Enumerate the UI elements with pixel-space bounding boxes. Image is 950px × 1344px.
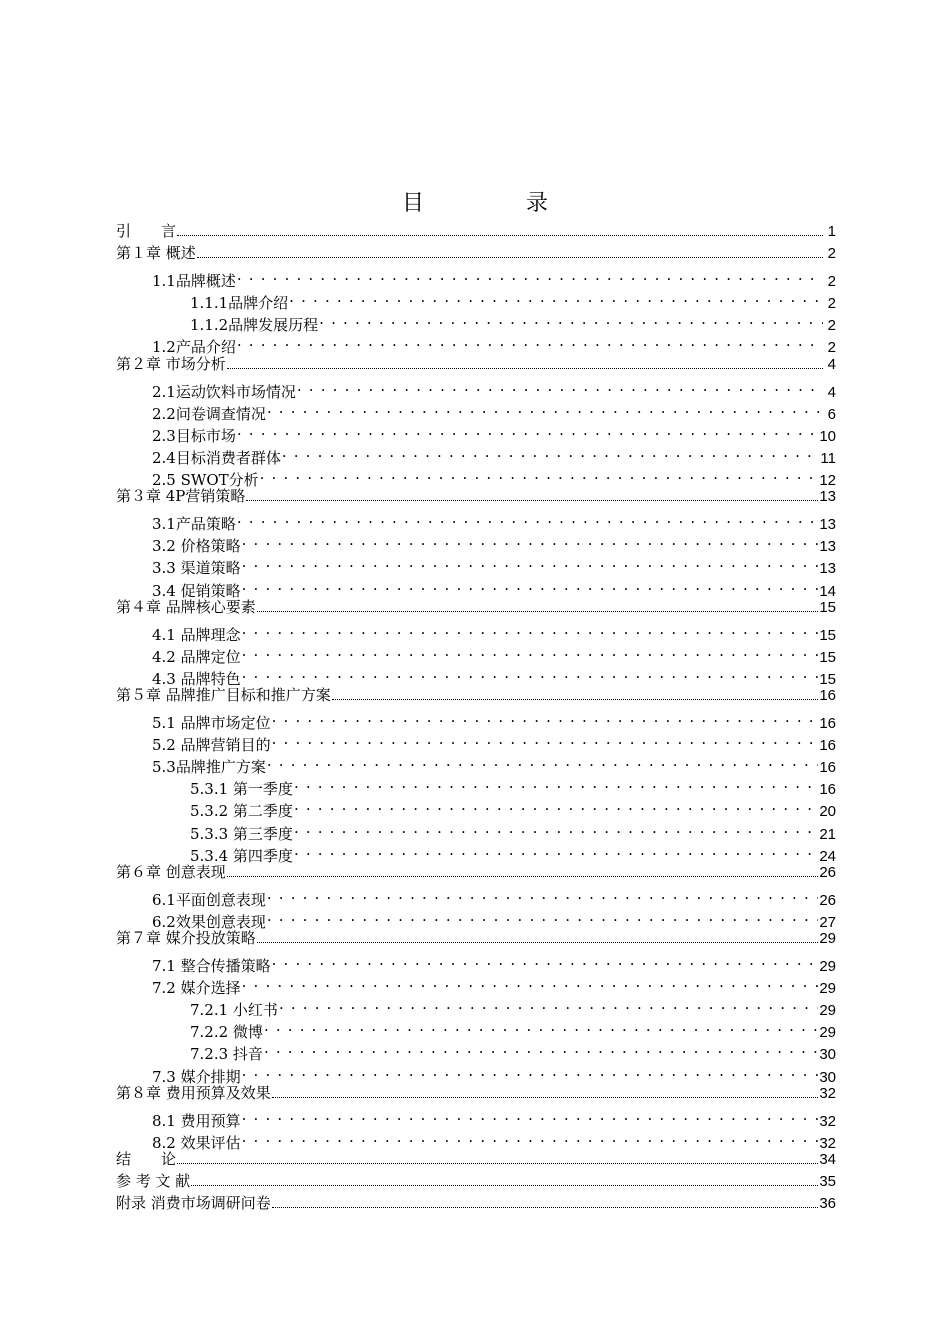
toc-entry-title: 3.2 价格策略 [152,537,241,556]
toc-page-number: 16 [819,737,836,755]
toc-dot-leader [257,942,819,943]
toc-entry[interactable] [116,927,836,949]
toc-page-number: 32 [819,1084,836,1102]
toc-entry-title: 5.3.1 第一季度 [190,780,293,799]
toc-page-number: 4 [827,383,836,401]
toc-page-number: 2 [827,273,836,291]
toc-dot-leader [332,699,819,700]
toc-page-number: 20 [819,803,836,821]
toc-entry-title: 2.4目标消费者群体 [152,448,281,467]
toc-dot-leader [246,500,818,501]
toc-dot-leader [242,1060,819,1082]
toc-page-number: 21 [819,825,836,843]
toc-entry-title: 7.2 媒介选择 [152,979,241,998]
toc-dot-leader [242,618,819,640]
toc-dot-leader [297,375,823,397]
toc-entry-title: 3.4 促销策略 [152,581,241,600]
toc-page-number: 26 [819,863,836,881]
toc-dot-leader [197,257,823,258]
toc-page-number: 29 [819,980,836,998]
toc-entry-title: 6.2效果创意表现 [152,912,266,931]
toc-entry[interactable] [116,1170,836,1192]
toc-dot-leader [242,662,819,684]
toc-page-number: 27 [819,913,836,931]
toc-dot-leader [294,817,818,839]
toc-entry-title: 第５章 品牌推广目标和推广方案 [116,685,331,704]
toc-entry-title: 1.1.2品牌发展历程 [190,316,319,335]
toc-dot-leader [260,463,819,485]
toc-page-number: 32 [819,1134,836,1152]
toc-entry-title: 2.1运动饮料市场情况 [152,382,296,401]
toc-entry-title: 2.5 SWOT分析 [152,471,259,490]
toc-page-number: 32 [819,1112,836,1130]
toc-dot-leader [237,419,818,441]
toc-entry-title: 附录 消费市场调研问卷 [116,1194,271,1213]
toc-entry-title: 1.1品牌概述 [152,272,236,291]
toc-page-number: 30 [819,1046,836,1064]
toc-entry-title: 1.2产品介绍 [152,338,236,357]
toc-page-number: 13 [819,488,836,506]
toc-entry[interactable] [116,485,836,507]
toc-dot-leader [242,1126,819,1148]
toc-entry-title: 8.2 效果评估 [152,1133,241,1152]
toc-dot-leader [294,772,818,794]
toc-dot-leader [257,611,819,612]
toc-dot-leader [242,551,819,573]
toc-page-number: 35 [819,1173,836,1191]
toc-page-number: 13 [819,560,836,578]
toc-dot-leader [177,235,823,236]
toc-entry[interactable] [116,242,836,264]
toc-dot-leader [267,905,818,927]
toc-entry[interactable] [116,1192,836,1214]
toc-entry-title: 第８章 费用预算及效果 [116,1083,271,1102]
toc-dot-leader [177,1163,818,1164]
toc-entry-title: 第７章 媒介投放策略 [116,929,256,947]
toc-page-number: 30 [819,1068,836,1086]
toc-dot-leader [242,529,819,551]
toc-entry-title: 4.3 品牌特色 [152,669,241,688]
toc-dot-leader [267,397,823,419]
toc-entry-title: 5.2 品牌营销目的 [152,736,271,755]
toc-dot-leader [267,883,818,905]
toc-dot-leader [294,839,818,861]
toc-entry-title: 7.2.3 抖音 [190,1045,263,1064]
toc-dot-leader [242,1104,819,1126]
toc-page-number: 11 [820,449,836,467]
toc-page-number: 16 [819,781,836,799]
toc-entry-title: 5.1 品牌市场定位 [152,714,271,733]
toc-entry-title: 5.3.3 第三季度 [190,824,293,843]
toc-dot-leader [294,794,818,816]
toc-dot-leader [289,286,823,308]
toc-page-number: 1 [827,223,836,240]
toc-page-number: 29 [819,1002,836,1020]
toc-entry[interactable] [116,618,836,644]
toc-entry-title: 2.2问卷调查情况 [152,404,266,423]
toc-title: 目 录 [401,190,588,216]
toc-entry-title: 第６章 创意表现 [116,862,226,881]
toc-dot-leader [264,1037,818,1059]
toc-entry[interactable] [116,264,836,291]
toc-entry[interactable] [116,220,836,242]
toc-page-number: 16 [819,759,836,777]
toc-entry[interactable] [116,596,836,618]
toc-dot-leader [272,706,819,728]
toc-page-number: 24 [819,847,836,865]
toc-entry[interactable] [116,684,836,706]
toc-entry-title: 6.1平面创意表现 [152,890,266,909]
toc-page-number: 36 [819,1195,836,1213]
toc-dot-leader [282,441,820,463]
toc-dot-leader [237,264,823,286]
toc-entry[interactable] [116,353,836,375]
toc-page-number: 34 [819,1150,836,1168]
toc-entry[interactable] [116,1082,836,1104]
toc-entry-title: 第１章 概述 [116,244,196,263]
toc-dot-leader [267,750,818,772]
toc-dot-leader [264,1015,818,1037]
toc-dot-leader [279,993,818,1015]
toc-dot-leader [272,1097,819,1098]
toc-page-number: 14 [819,582,836,600]
toc-dot-leader [191,1185,818,1186]
toc-dot-leader [227,876,819,877]
toc-page-number: 15 [819,626,836,644]
toc-entry[interactable] [116,1104,836,1130]
toc-page-number: 6 [827,405,836,423]
toc-page-number: 16 [819,686,836,704]
toc-page-number: 2 [827,295,836,313]
toc-entry-title: 5.3.4 第四季度 [190,846,293,865]
toc-entry[interactable] [116,507,836,534]
toc-entry-title: 7.1 整合传播策略 [152,957,271,976]
toc-entry[interactable] [116,949,836,976]
toc-page-number: 29 [819,958,836,976]
toc-entry-title: 第２章 市场分析 [116,354,226,373]
toc-dot-leader [272,949,819,971]
toc-page-number: 2 [827,339,836,357]
toc-entry[interactable] [116,883,836,909]
toc-entry-title: 7.3 媒介排期 [152,1067,241,1086]
toc-dot-leader [242,640,819,662]
toc-page-number: 4 [827,355,836,373]
toc-page-number: 2 [827,245,836,263]
table-of-contents [116,220,836,1214]
toc-entry-title: 7.2.1 小红书 [190,1001,278,1020]
toc-entry-title: 8.1 费用预算 [152,1111,241,1130]
toc-entry[interactable] [116,861,836,883]
toc-entry-title: 引 言 [116,222,177,240]
toc-dot-leader [242,574,819,596]
toc-entry-title: 2.3目标市场 [152,426,236,445]
toc-dot-leader [237,507,818,529]
toc-entry-title: 结 论 [116,1149,177,1168]
toc-page-number: 13 [819,516,836,534]
toc-entry-title: 3.1产品策略 [152,515,236,534]
toc-entry[interactable] [116,375,836,401]
toc-dot-leader [237,330,823,352]
toc-page-number: 12 [819,472,836,490]
toc-page-number: 29 [819,1024,836,1042]
toc-page-number: 10 [819,427,836,445]
toc-entry[interactable] [116,706,836,733]
toc-page-number: 15 [819,598,836,616]
toc-entry-title: 5.3.2 第二季度 [190,802,293,821]
toc-page-number: 15 [819,648,836,666]
toc-page-number: 26 [819,891,836,909]
toc-page-number: 29 [819,930,836,947]
toc-entry-title: 1.1.1品牌介绍 [190,294,289,313]
toc-dot-leader [227,368,823,369]
toc-dot-leader [319,308,823,330]
toc-page-number: 13 [819,538,836,556]
toc-dot-leader [242,971,819,993]
toc-entry-title: 7.2.2 微博 [190,1023,263,1042]
toc-entry-title: 3.3 渠道策略 [152,559,241,578]
toc-page-number: 15 [819,670,836,688]
toc-entry-title: 4.2 品牌定位 [152,647,241,666]
toc-page-number: 16 [819,715,836,733]
toc-entry-title: 参 考 文 献 [116,1172,191,1191]
toc-entry-title: 第４章 品牌核心要素 [116,597,256,616]
toc-entry-title: 第３章 4P营销策略 [116,487,246,506]
toc-entry-title: 4.1 品牌理念 [152,625,241,644]
toc-dot-leader [272,728,819,750]
toc-page-number: 2 [827,317,836,335]
toc-dot-leader [272,1207,819,1208]
toc-entry-title: 5.3品牌推广方案 [152,758,266,777]
